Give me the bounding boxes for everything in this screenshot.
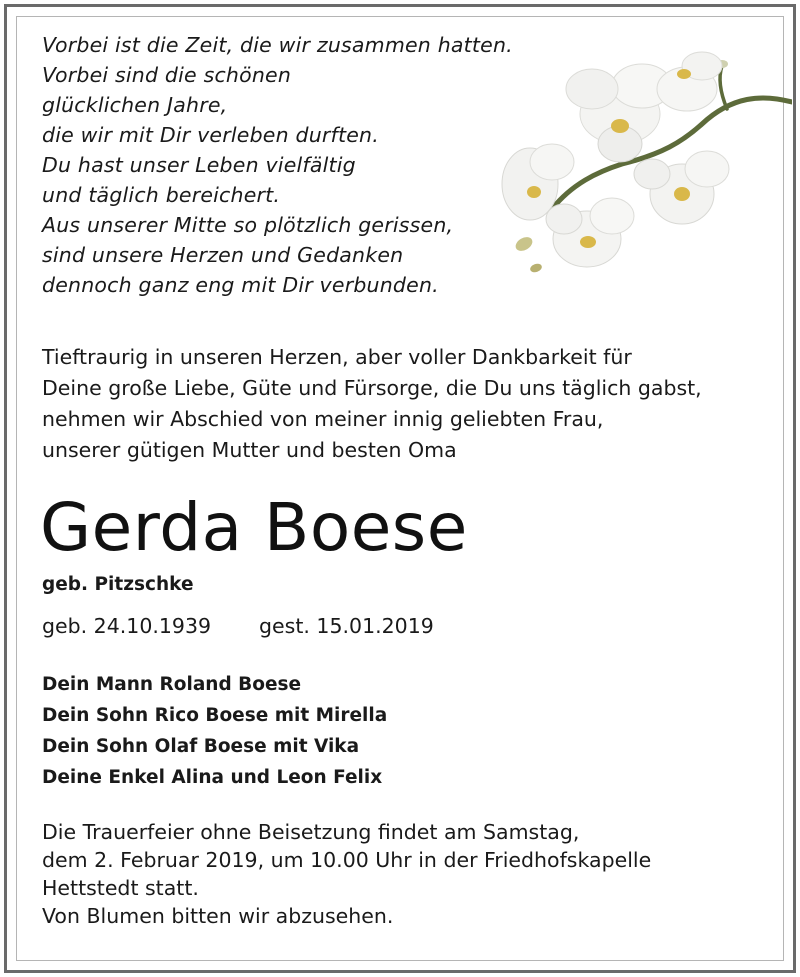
- mourner-line: Deine Enkel Alina und Leon Felix: [42, 767, 383, 788]
- poem-line: dennoch ganz eng mit Dir verbunden.: [42, 273, 439, 297]
- mourners-list: [42, 669, 387, 793]
- poem-line: Vorbei sind die schönen: [42, 63, 292, 87]
- intro-text: [42, 342, 762, 466]
- mourner-line: Dein Mann Roland Boese: [42, 674, 302, 695]
- service-line: Von Blumen bitten wir abzusehen.: [42, 904, 394, 928]
- service-line: Die Trauerfeier ohne Beisetzung findet am Samstag,: [42, 820, 580, 844]
- poem-line: glücklichen Jahre,: [42, 93, 228, 117]
- poem-line: sind unsere Herzen und Gedanken: [42, 243, 404, 267]
- intro-line: nehmen wir Abschied von meiner innig geliebten Frau,: [42, 407, 604, 431]
- intro-line: Deine große Liebe, Güte und Fürsorge, die Du uns täglich gabst,: [42, 376, 702, 400]
- orchid-icon: [492, 44, 792, 284]
- intro-line: unserer gütigen Mutter und besten Oma: [42, 438, 457, 462]
- service-line: Hettstedt statt.: [42, 876, 199, 900]
- mourner-line: Dein Sohn Rico Boese mit Mirella: [42, 705, 388, 726]
- intro-line: Tieftraurig in unseren Herzen, aber voller Dankbarkeit für: [42, 345, 632, 369]
- mourner-line: Dein Sohn Olaf Boese mit Vika: [42, 736, 360, 757]
- service-line: dem 2. Februar 2019, um 10.00 Uhr in der Friedhofskapelle: [42, 848, 652, 872]
- deceased-name: Gerda Boese: [40, 489, 468, 566]
- poem-line: Du hast unser Leben vielfältig: [42, 153, 356, 177]
- poem-line: Vorbei ist die Zeit, die wir zusammen hatten.: [42, 33, 513, 57]
- maiden-name: geb. Pitzschke: [42, 574, 194, 595]
- death-date: gest. 15.01.2019: [259, 614, 434, 638]
- poem-line: Aus unserer Mitte so plötzlich gerissen,: [42, 213, 454, 237]
- poem: [42, 30, 512, 300]
- service-info: [42, 818, 762, 930]
- birth-date: geb. 24.10.1939: [42, 614, 212, 638]
- poem-line: die wir mit Dir verleben durften.: [42, 123, 379, 147]
- poem-line: und täglich bereichert.: [42, 183, 281, 207]
- life-dates: [42, 612, 434, 640]
